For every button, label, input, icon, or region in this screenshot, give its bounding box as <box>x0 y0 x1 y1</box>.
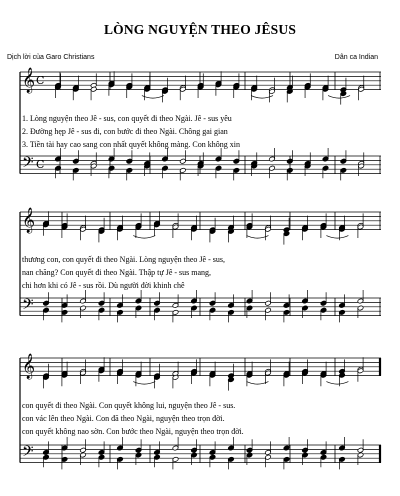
lyric-line: nan chăng? Con quyết đi theo Ngài. Thập tự Jê - sus mang, <box>22 268 212 277</box>
time-signature-icon: C <box>36 74 45 87</box>
bass-clef-icon: 𝄢 <box>22 443 34 464</box>
lyric-line: chi hơn khi có Jê - sus rồi. Dù người đời khinh chê <box>22 281 185 290</box>
lyric-line: 2. Đường hẹp Jê - sus đi, con bước đi theo Ngài. Chông gai gian <box>22 127 228 136</box>
origin-credit: Dân ca Indian <box>334 54 378 61</box>
tie <box>142 96 164 99</box>
tie <box>133 382 155 385</box>
tie <box>326 236 348 239</box>
tie <box>326 382 348 385</box>
treble-clef-icon: 𝄞 <box>22 68 36 93</box>
lyric-line: 3. Tiền tài hay cao sang con nhất quyết không màng. Con không xin <box>22 140 240 149</box>
tie <box>328 96 350 99</box>
treble-clef-icon: 𝄞 <box>22 208 36 233</box>
lyric-line: thương con, con quyết đi theo Ngài. Lòng nguyện theo Jê - sus, <box>22 255 225 264</box>
lyric-line: 1. Lòng nguyện theo Jê - sus, con quyết đi theo Ngài. Jê - sus yêu <box>22 114 232 123</box>
treble-clef-icon: 𝄞 <box>22 354 36 379</box>
lyric-line: con vác lên theo Ngài. Con đã theo Ngài, nguyện theo trọn đời. <box>22 414 225 423</box>
bass-clef-icon: 𝄢 <box>22 296 34 317</box>
tie <box>133 236 155 239</box>
time-signature-icon: C <box>36 158 45 171</box>
lyric-line: con quyết không nao sờn. Con bước theo Ngài, nguyện theo trọn đời. <box>22 427 244 436</box>
lyric-line: con quyết đi theo Ngài. Con quyết không lui, nguyện theo Jê - sus. <box>22 401 236 410</box>
song-title: LÒNG NGUYỆN THEO JÊSUS <box>103 22 297 37</box>
bass-clef-icon: 𝄢 <box>22 154 34 175</box>
translation-credit: Dịch lời của Garo Christians <box>7 54 95 61</box>
